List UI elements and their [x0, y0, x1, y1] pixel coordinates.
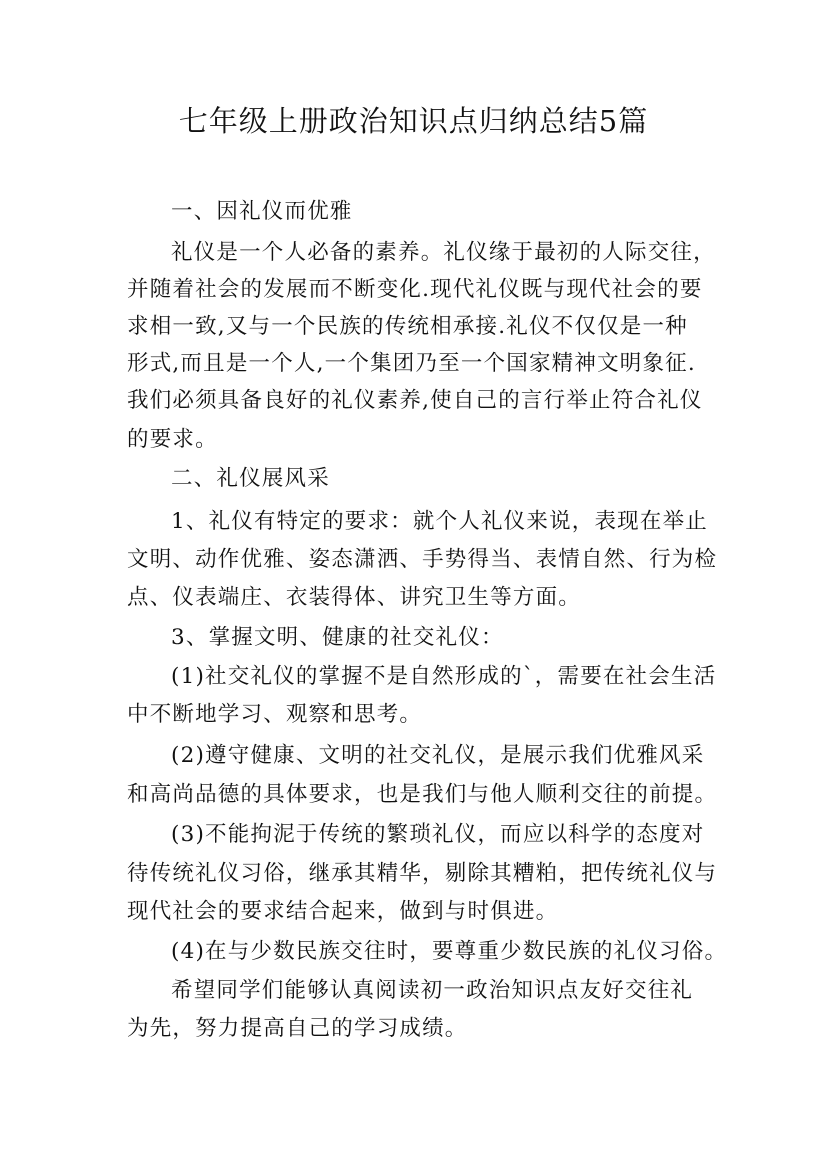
paragraph-line: 3、掌握文明、健康的社交礼仪： [171, 625, 504, 650]
paragraph-line: (4)在与少数民族交往时，要尊重少数民族的礼仪习俗。 [171, 939, 728, 964]
paragraph-line: 希望同学们能够认真阅读初一政治知识点友好交往礼 [171, 978, 694, 1003]
heading-line: 一、因礼仪而优雅 [171, 199, 353, 224]
paragraph-line: (1)社交礼仪的掌握不是自然形成的`，需要在社会生活 [171, 664, 717, 689]
paragraph-line: 待传统礼仪习俗，继承其精华，剔除其糟粕，把传统礼仪与 [127, 861, 718, 886]
paragraph-line: 并随着社会的发展而不断变化.现代礼仪既与现代社会的要 [127, 277, 703, 302]
paragraph-line: 礼仪是一个人必备的素养。礼仪缘于最初的人际交往， [171, 240, 716, 265]
paragraph-line: 现代社会的要求结合起来，做到与时俱进。 [127, 899, 559, 924]
paragraph-line: (3)不能拘泥于传统的繁琐礼仪，而应以科学的态度对 [171, 822, 705, 847]
paragraph-line: 的要求。 [127, 427, 218, 452]
paragraph-line: 我们必须具备良好的礼仪素养,使自己的言行举止符合礼仪 [127, 388, 703, 413]
paragraph-line: 为先，努力提高自己的学习成绩。 [127, 1016, 468, 1041]
document-title: 七年级上册政治知识点归纳总结5篇 [178, 104, 649, 138]
paragraph-line: 和高尚品德的具体要求，也是我们与他人顺利交往的前提。 [127, 782, 718, 807]
paragraph-line: 形式,而且是一个人,一个集团乃至一个国家精神文明象征. [127, 351, 696, 376]
heading-line: 二、礼仪展风采 [171, 466, 330, 491]
paragraph-line: 中不断地学习、观察和思考。 [127, 702, 423, 727]
paragraph-line: 点、仪表端庄、衣装得体、讲究卫生等方面。 [127, 585, 582, 610]
paragraph-line: 求相一致,又与一个民族的传统相承接.礼仪不仅仅是一种 [127, 314, 688, 339]
paragraph-line: 文明、动作优雅、姿态潇洒、手势得当、表情自然、行为检 [127, 547, 718, 572]
paragraph-line: (2)遵守健康、文明的社交礼仪，是展示我们优雅风采 [171, 743, 705, 768]
paragraph-line: 1、礼仪有特定的要求：就个人礼仪来说，表现在举止 [171, 509, 708, 534]
